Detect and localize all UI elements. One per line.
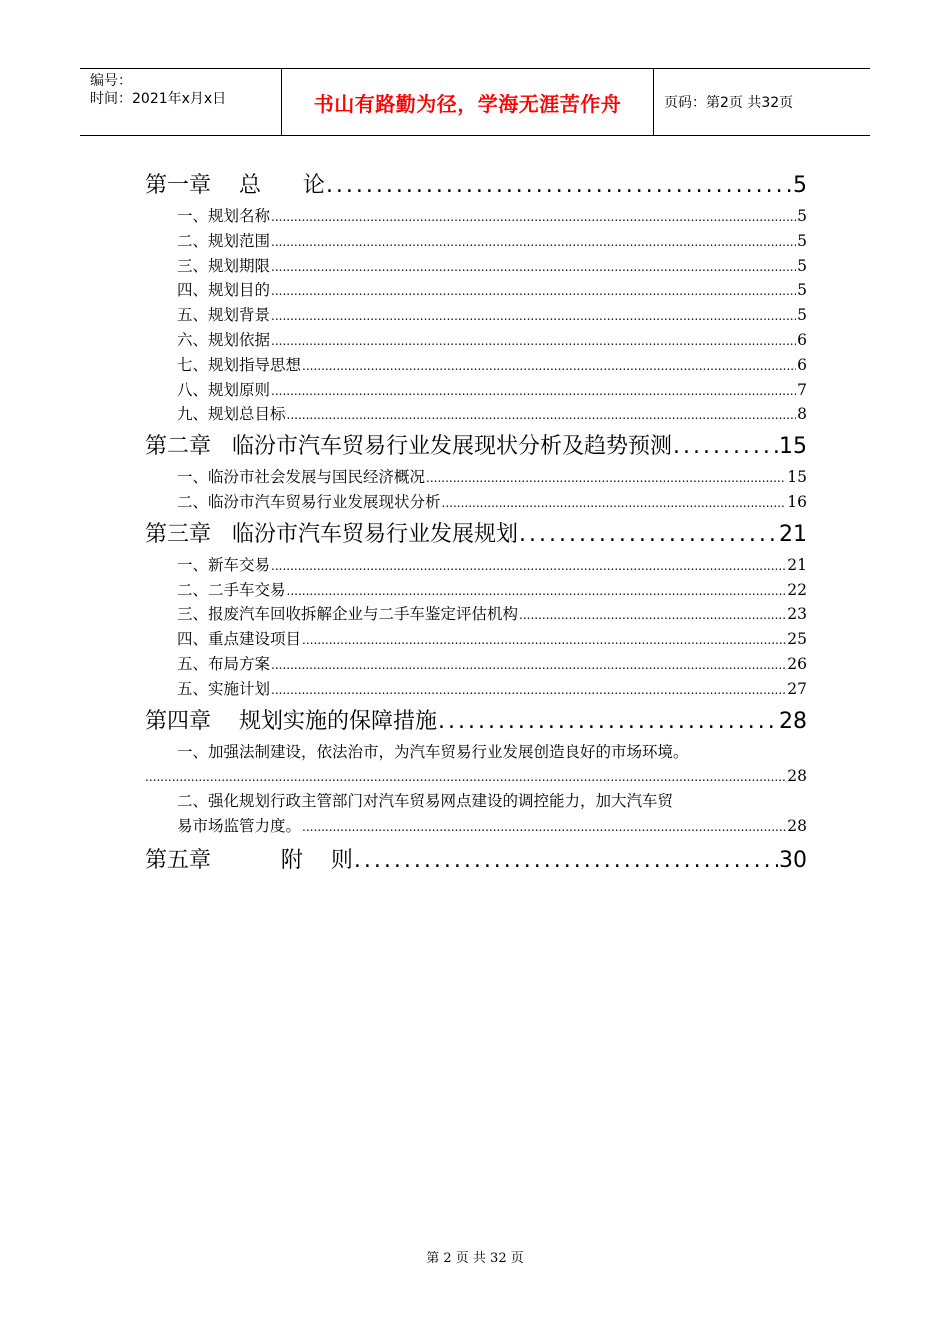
item-title: 一、规划名称	[177, 207, 271, 225]
item-title: 六、规划依据	[177, 330, 271, 349]
leader-dots	[438, 704, 778, 740]
toc-chapter-3[interactable]	[145, 517, 807, 553]
item-page: 15	[787, 468, 807, 487]
leader-dots	[271, 379, 796, 404]
leader-dots	[287, 579, 787, 604]
item-page: 26	[787, 654, 807, 673]
toc-item[interactable]	[145, 465, 807, 490]
leader-dots	[302, 628, 786, 653]
leader-dots	[271, 304, 796, 329]
table-of-contents	[145, 168, 807, 879]
leader-dots	[271, 329, 796, 354]
item-page: 8	[797, 405, 807, 424]
item-page: 21	[787, 555, 807, 574]
item-page: 22	[787, 580, 807, 599]
leader-dots	[673, 429, 778, 465]
item-page: 23	[787, 605, 807, 624]
item-title: 五、实施计划	[177, 679, 271, 698]
item-title: 三、规划期限	[177, 256, 271, 275]
item-page: 5	[797, 281, 807, 300]
toc-item[interactable]	[145, 353, 807, 378]
header-motto: 书山有路勤为径，学海无涯苦作舟	[282, 69, 654, 135]
chapter-page: 5	[793, 173, 807, 198]
leader-dots	[287, 403, 797, 428]
chapter-title: 第三章 临汾市汽车贸易行业发展规划	[145, 521, 518, 547]
leader-dots	[442, 491, 787, 516]
header-page-info: 页码：第2页 共32页	[664, 95, 794, 111]
leader-dots	[271, 678, 786, 703]
toc-item[interactable]	[145, 578, 807, 603]
item-title: 五、规划背景	[177, 306, 271, 325]
leader-dots	[519, 517, 778, 553]
toc-chapter-4[interactable]	[145, 704, 807, 740]
item-page: 28	[787, 767, 807, 786]
item-page: 5	[797, 256, 807, 275]
toc-item[interactable]	[145, 677, 807, 702]
chapter-title: 第二章 临汾市汽车贸易行业发展现状分析及趋势预测	[145, 434, 672, 460]
item-title: 五、布局方案	[177, 654, 271, 673]
toc-item[interactable]	[145, 229, 807, 254]
toc-item-continuation[interactable]	[145, 764, 807, 789]
toc-item[interactable]	[145, 627, 807, 652]
toc-chapter-1[interactable]	[145, 168, 807, 204]
item-page: 16	[787, 492, 807, 511]
item-page: 28	[787, 816, 807, 835]
toc-item[interactable]	[145, 328, 807, 353]
leader-dots	[271, 554, 786, 579]
leader-dots	[271, 279, 796, 304]
header-meta-cell	[80, 69, 282, 135]
item-page: 25	[787, 630, 807, 649]
item-page: 27	[787, 679, 807, 698]
item-page: 6	[797, 355, 807, 374]
toc-item[interactable]	[145, 378, 807, 403]
chapter-page: 28	[779, 708, 807, 734]
leader-dots	[302, 354, 796, 379]
toc-item[interactable]	[145, 553, 807, 578]
toc-item-continuation[interactable]	[145, 814, 807, 839]
toc-item-long[interactable]	[145, 789, 807, 814]
number-label: 编号：	[90, 73, 132, 89]
toc-item[interactable]	[145, 204, 807, 229]
chapter-title: 第四章 规划实施的保障措施	[145, 708, 437, 734]
toc-item[interactable]	[145, 652, 807, 677]
leader-dots	[426, 466, 786, 491]
item-title: 二、规划范围	[177, 231, 271, 250]
toc-item[interactable]	[145, 602, 807, 627]
chapter-page: 30	[779, 847, 807, 873]
chapter-title: 第一章 总 论	[145, 173, 325, 198]
item-page: 6	[797, 330, 807, 349]
item-title: 二、二手车交易	[177, 580, 286, 599]
item-title-line: 易市场监管力度。	[177, 816, 302, 835]
leader-dots	[145, 765, 786, 790]
chapter-page: 21	[779, 521, 807, 547]
toc-item[interactable]	[145, 402, 807, 427]
item-title: 二、临汾市汽车贸易行业发展现状分析	[177, 492, 441, 511]
item-title: 八、规划原则	[177, 380, 271, 399]
toc-item[interactable]	[145, 490, 807, 515]
item-title: 七、规划指导思想	[177, 355, 302, 374]
item-title-line: 二、强化规划行政主管部门对汽车贸易网点建设的调控能力，加大汽车贸	[177, 792, 674, 811]
leader-dots	[354, 843, 778, 879]
leader-dots	[271, 205, 796, 230]
time-label: 时间：2021年x月x日	[90, 91, 227, 107]
toc-item[interactable]	[145, 254, 807, 279]
item-title: 三、报废汽车回收拆解企业与二手车鉴定评估机构	[177, 605, 519, 624]
toc-item[interactable]	[145, 303, 807, 328]
item-title: 一、临汾市社会发展与国民经济概况	[177, 468, 426, 487]
header-table	[80, 68, 870, 136]
item-title: 四、重点建设项目	[177, 630, 302, 649]
item-page: 5	[797, 207, 807, 225]
chapter-title: 第五章 附 则	[145, 847, 353, 873]
item-page: 7	[797, 380, 807, 399]
leader-dots	[271, 230, 796, 255]
toc-chapter-5[interactable]	[145, 843, 807, 879]
item-title-line: 一、加强法制建设，依法治市，为汽车贸易行业发展创造良好的市场环境。	[177, 742, 689, 761]
leader-dots	[302, 815, 786, 840]
toc-chapter-2[interactable]	[145, 429, 807, 465]
item-title: 四、规划目的	[177, 281, 271, 300]
item-page: 5	[797, 231, 807, 250]
page-footer: 第 2 页 共 32 页	[426, 1251, 524, 1266]
toc-item-long[interactable]	[145, 740, 807, 765]
item-title: 九、规划总目标	[177, 405, 286, 424]
leader-dots	[519, 603, 786, 628]
chapter-page: 15	[779, 434, 807, 460]
item-title: 一、新车交易	[177, 555, 271, 574]
toc-item[interactable]	[145, 278, 807, 303]
leader-dots	[271, 255, 796, 280]
leader-dots	[271, 653, 786, 678]
leader-dots	[326, 168, 792, 204]
item-page: 5	[797, 306, 807, 325]
